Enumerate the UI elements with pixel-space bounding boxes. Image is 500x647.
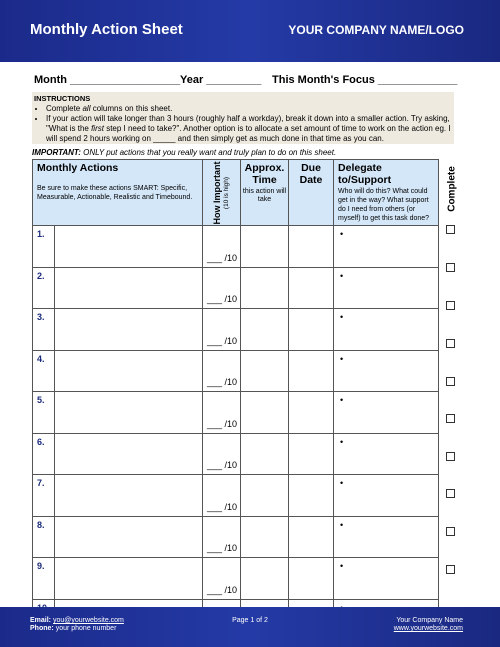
row-number: 4.	[33, 350, 55, 392]
header-approx-time: Approx. Time this action will take	[241, 160, 289, 226]
page-number: Page 1 of 2	[232, 617, 268, 624]
due-cell[interactable]	[289, 392, 334, 434]
importance-cell[interactable]: ___ /10	[203, 226, 241, 268]
complete-checkbox[interactable]	[446, 527, 455, 536]
time-cell[interactable]	[241, 309, 289, 351]
year-field[interactable]: Year _________	[180, 74, 262, 86]
row-number: 7.	[33, 475, 55, 517]
time-cell[interactable]	[241, 516, 289, 558]
time-cell[interactable]	[241, 226, 289, 268]
complete-checkbox[interactable]	[446, 565, 455, 574]
delegate-cell[interactable]: •	[334, 392, 439, 434]
importance-cell[interactable]: ___ /10	[203, 475, 241, 517]
table-row	[33, 226, 439, 268]
complete-checkbox[interactable]	[446, 452, 455, 461]
page-title: Monthly Action Sheet	[30, 21, 183, 38]
action-cell[interactable]	[55, 516, 203, 558]
footer-banner	[0, 607, 500, 647]
action-cell[interactable]	[55, 475, 203, 517]
delegate-cell[interactable]: •	[334, 475, 439, 517]
time-cell[interactable]	[241, 350, 289, 392]
action-cell[interactable]	[55, 267, 203, 309]
complete-checkbox[interactable]	[446, 225, 455, 234]
importance-cell[interactable]: ___ /10	[203, 558, 241, 600]
header-importance: How Important (10 is high)	[203, 160, 241, 226]
importance-cell[interactable]: ___ /10	[203, 267, 241, 309]
complete-checkbox[interactable]	[446, 301, 455, 310]
table-row	[33, 350, 439, 392]
complete-checkbox[interactable]	[446, 339, 455, 348]
action-cell[interactable]	[55, 558, 203, 600]
action-cell[interactable]	[55, 433, 203, 475]
footer-contact: Email: you@yourwebsite.com Phone: your phone number	[30, 617, 124, 632]
action-table	[32, 159, 439, 641]
table-row	[33, 267, 439, 309]
action-cell[interactable]	[55, 309, 203, 351]
row-number: 5.	[33, 392, 55, 434]
complete-checkbox[interactable]	[446, 489, 455, 498]
instructions-box	[32, 92, 454, 144]
focus-field[interactable]: This Month's Focus _____________	[272, 74, 458, 86]
instruction-item: • Complete all columns on this sheet.	[46, 104, 454, 114]
delegate-cell[interactable]: •	[334, 309, 439, 351]
month-field[interactable]: Month __________________	[34, 74, 181, 86]
row-number: 8.	[33, 516, 55, 558]
complete-checkbox[interactable]	[446, 263, 455, 272]
company-logo-text: YOUR COMPANY NAME/LOGO	[288, 23, 464, 37]
delegate-cell[interactable]: •	[334, 433, 439, 475]
header-banner	[0, 0, 500, 62]
instructions-list	[34, 104, 454, 144]
time-cell[interactable]	[241, 267, 289, 309]
row-number: 6.	[33, 433, 55, 475]
time-cell[interactable]	[241, 558, 289, 600]
table-row	[33, 309, 439, 351]
table-row	[33, 558, 439, 600]
action-cell[interactable]	[55, 350, 203, 392]
row-number: 1.	[33, 226, 55, 268]
due-cell[interactable]	[289, 558, 334, 600]
importance-cell[interactable]: ___ /10	[203, 309, 241, 351]
header-monthly-actions: Monthly Actions Be sure to make these actions SMART: Specific, Measurable, Actionable, Realistic and Timebound.	[33, 160, 203, 226]
due-cell[interactable]	[289, 475, 334, 517]
due-cell[interactable]	[289, 267, 334, 309]
row-number: 3.	[33, 309, 55, 351]
header-due-date: Due Date	[289, 160, 334, 226]
time-cell[interactable]	[241, 392, 289, 434]
due-cell[interactable]	[289, 433, 334, 475]
complete-checkbox[interactable]	[446, 414, 455, 423]
complete-checkbox[interactable]	[446, 377, 455, 386]
email-link[interactable]: you@yourwebsite.com	[52, 617, 124, 624]
instructions-heading: INSTRUCTIONS	[34, 94, 91, 103]
instruction-item: • If your action will take longer than 3 hours (roughly half a workday), break it down into a smaller action. Try asking, "What is the first step I need to take?". Another option is to allocate a set amount of time to work on the action eg. I will spend 2 hours working on _____ and then simply get as much done in that time as you can.	[46, 114, 454, 144]
row-number: 2.	[33, 267, 55, 309]
time-cell[interactable]	[241, 433, 289, 475]
table-row	[33, 475, 439, 517]
importance-cell[interactable]: ___ /10	[203, 392, 241, 434]
delegate-cell[interactable]: •	[334, 267, 439, 309]
importance-cell[interactable]: ___ /10	[203, 516, 241, 558]
footer-company: Your Company Name www.yourwebsite.com	[393, 617, 463, 632]
table-row	[33, 516, 439, 558]
table-row	[33, 392, 439, 434]
time-cell[interactable]	[241, 475, 289, 517]
delegate-cell[interactable]: •	[334, 350, 439, 392]
row-number: 9.	[33, 558, 55, 600]
importance-cell[interactable]: ___ /10	[203, 433, 241, 475]
website-link[interactable]: www.yourwebsite.com	[393, 625, 463, 632]
due-cell[interactable]	[289, 226, 334, 268]
importance-cell[interactable]: ___ /10	[203, 350, 241, 392]
delegate-cell[interactable]: •	[334, 516, 439, 558]
action-cell[interactable]	[55, 392, 203, 434]
due-cell[interactable]	[289, 516, 334, 558]
complete-column-label: Complete	[446, 166, 458, 212]
action-cell[interactable]	[55, 226, 203, 268]
table-row	[33, 433, 439, 475]
header-delegate: Delegate to/Support Who will do this? What could get in the way? What support do I need from others (or myself) to get this task done?	[334, 160, 439, 226]
delegate-cell[interactable]: •	[334, 226, 439, 268]
due-cell[interactable]	[289, 350, 334, 392]
due-cell[interactable]	[289, 309, 334, 351]
important-note: IMPORTANT: ONLY put actions that you really want and truly plan to do on this sheet.	[32, 148, 337, 157]
delegate-cell[interactable]: •	[334, 558, 439, 600]
